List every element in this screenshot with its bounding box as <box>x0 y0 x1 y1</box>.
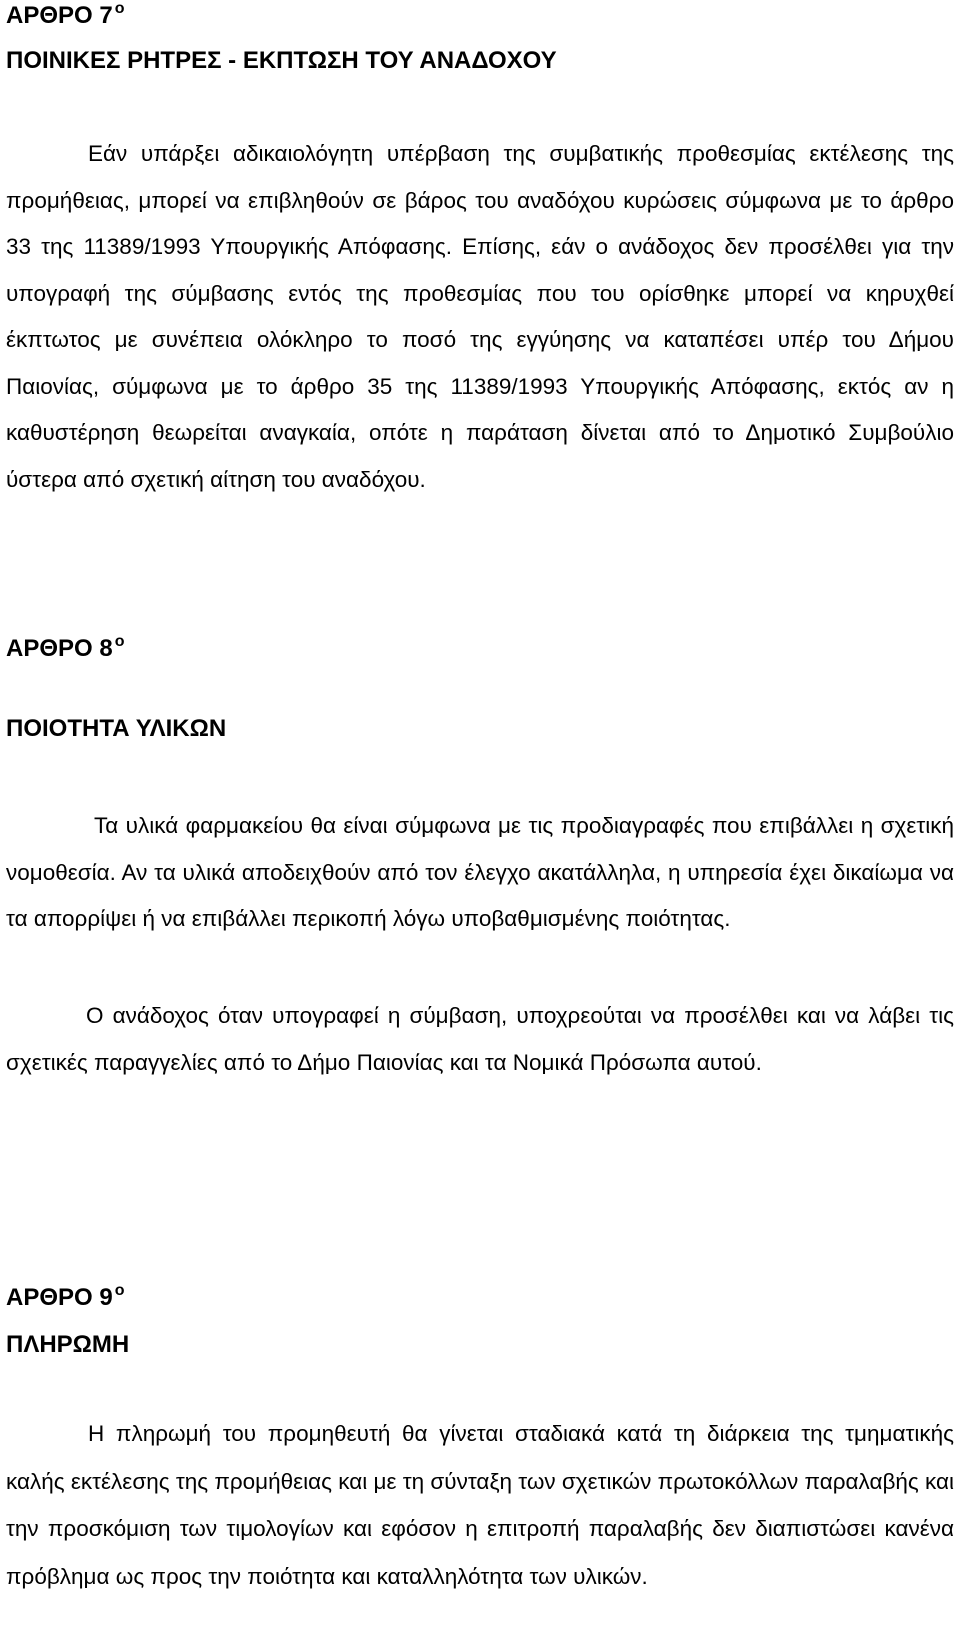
article-8-number-text: ΑΡΘΡΟ 8 <box>6 635 113 662</box>
article-7-paragraph: Εάν υπάρξει αδικαιολόγητη υπέρβαση της συμβατικής προθεσμίας εκτέλεσης της προμήθειας, μπορεί να επιβληθούν σε βάρος του αναδόχου κυρώσεις σύμφωνα με το άρθρο 33 της 11389/1993 Υπουργικής Απόφασης. Επίσης, εάν ο ανάδοχος δεν προσέλθει για την υπογραφή της σύμβασης εντός της προθεσμίας που του ορίσθηκε μπορεί να κηρυχθεί έκπτωτος με συνέπεια ολόκληρο το ποσό της εγγύησης να καταπέσει υπέρ του Δήμου Παιονίας, σύμφωνα με το άρθρο 35 της 11389/1993 Υπουργικής Απόφασης, εκτός αν η καθυστέρηση θεωρείται αναγκαία, οπότε η παράταση δίνεται από το Δημοτικό Συμβούλιο ύστερα από σχετική αίτηση του αναδόχου. <box>6 141 954 492</box>
article-9-number <box>6 1283 124 1316</box>
article-9-paragraph: Η πληρωμή του προμηθευτή θα γίνεται σταδιακά κατά τη διάρκεια της τμηματικής καλής εκτέλεσης της προμήθειας και με τη σύνταξη των σχετικών πρωτοκόλλων παραλαβής και την προσκόμιση των τιμολογίων και εφόσον η επιτροπή παραλαβής δεν διαπιστώσει κανένα πρόβλημα ως προς την ποιότητα και καταλληλότητα των υλικών. <box>6 1421 954 1590</box>
article-8-paragraph-1: Τα υλικά φαρμακείου θα είναι σύμφωνα με τις προδιαγραφές που επιβάλλει η σχετική νομοθεσία. Αν τα υλικά αποδειχθούν από τον έλεγχο ακατάλληλα, η υπηρεσία έχει δικαίωμα να τα απορρίψει ή να επιβάλλει περικοπή λόγω υποβαθμισμένης ποιότητας. <box>6 813 954 931</box>
article-7-superscript: ο <box>114 0 125 17</box>
article-8-number <box>6 634 124 667</box>
article-7-title: ΠΟΙΝΙΚΕΣ ΡΗΤΡΕΣ - ΕΚΠΤΩΣΗ ΤΟΥ ΑΝΑΔΟΧΟΥ <box>6 47 557 74</box>
article-9-title: ΠΛΗΡΩΜΗ <box>6 1331 130 1358</box>
article-9-number-text: ΑΡΘΡΟ 9 <box>6 1284 113 1311</box>
article-8-title: ΠΟΙΟΤΗΤΑ ΥΛΙΚΩΝ <box>6 715 227 742</box>
article-8-superscript: ο <box>114 633 125 650</box>
article-7-number-text: ΑΡΘΡΟ 7 <box>6 2 113 29</box>
article-9-superscript: ο <box>114 1282 125 1299</box>
article-7-number <box>6 1 124 34</box>
article-8-paragraph-2: Ο ανάδοχος όταν υπογραφεί η σύμβαση, υποχρεούται να προσέλθει και να λάβει τις σχετικές παραγγελίες από το Δήμο Παιονίας και τα Νομικά Πρόσωπα αυτού. <box>6 1003 954 1075</box>
